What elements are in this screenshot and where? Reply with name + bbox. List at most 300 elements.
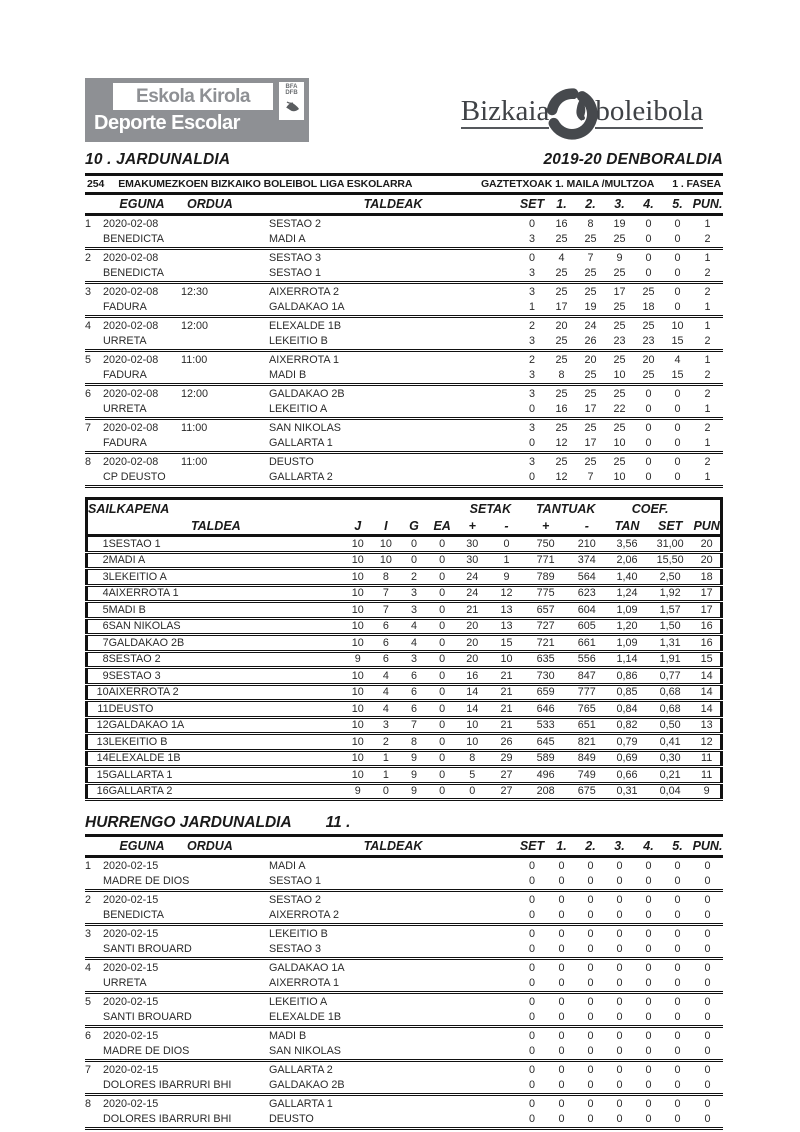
sets-for: 0	[469, 785, 476, 798]
team-name: AIXERROTA 1	[108, 587, 179, 600]
team-name: SAN NIKOLAS	[108, 620, 181, 633]
match-home-row	[85, 283, 723, 300]
match-away-row	[85, 436, 723, 453]
away-set-score: 0	[674, 943, 681, 956]
league-points: 16	[700, 636, 713, 649]
volleyball-swirl-icon	[543, 85, 601, 143]
match-row-group	[85, 385, 723, 419]
standings-row	[87, 536, 722, 553]
home-points: 1	[704, 217, 711, 230]
away-points: 2	[704, 233, 711, 246]
away-set-score: 0	[616, 909, 623, 922]
col-pun: PUN.	[692, 197, 723, 211]
match-home-row	[85, 385, 723, 402]
away-set-score: 0	[674, 1045, 681, 1058]
league-points: 9	[703, 785, 710, 798]
points-for: 775	[536, 587, 555, 600]
home-set-score: 0	[645, 1029, 652, 1042]
empty-header-cell	[85, 195, 103, 215]
col-set: SET	[519, 839, 545, 853]
away-set-score: 19	[584, 301, 597, 314]
away-set-score: 25	[613, 267, 626, 280]
matches-won: 4	[382, 686, 389, 699]
match-time: 12:00	[181, 319, 209, 332]
home-set-score: 0	[645, 961, 652, 974]
away-set-score: 0	[558, 1113, 565, 1126]
matches-lost: 3	[410, 587, 417, 600]
match-away-row	[85, 874, 723, 891]
sets-against: 26	[500, 735, 513, 748]
points-against: 556	[577, 653, 596, 666]
bfa-text: BFA	[285, 84, 298, 90]
away-set-score: 0	[587, 1079, 594, 1092]
sets-against: 9	[503, 570, 510, 583]
home-sets-won: 0	[528, 961, 535, 974]
away-sets-won: 0	[528, 1079, 535, 1092]
home-team-name: LEKEITIO B	[269, 927, 328, 940]
away-set-score: 0	[674, 875, 681, 888]
sets-for: 20	[466, 636, 479, 649]
team-rank: 9	[102, 669, 109, 682]
away-sets-won: 3	[528, 369, 535, 382]
col-ea: EA	[433, 518, 451, 533]
match-venue: DOLORES IBARRURI BHI	[103, 1079, 232, 1092]
away-set-score: 0	[674, 977, 681, 990]
away-team-name: LEKEITIO A	[269, 403, 328, 416]
away-set-score: 26	[584, 335, 597, 348]
league-phase: 1 . FASEA	[672, 178, 721, 190]
match-row-group	[85, 1095, 723, 1129]
team-name: ELEXALDE 1B	[108, 752, 181, 765]
match-time	[181, 959, 269, 976]
sets-against: 21	[500, 719, 513, 732]
sets-for: 8	[469, 752, 476, 765]
away-set-score: 0	[674, 1079, 681, 1092]
matches-won: 1	[382, 752, 389, 765]
match-row-group	[85, 925, 723, 959]
away-set-score: 0	[587, 977, 594, 990]
match-date: 2020-02-15	[103, 927, 159, 940]
match-row-group	[85, 351, 723, 385]
league-points: 18	[700, 570, 713, 583]
away-team-name: SESTAO 1	[269, 267, 322, 280]
away-set-score: 0	[645, 1045, 652, 1058]
away-set-score: 15	[671, 335, 684, 348]
team-rank: 3	[102, 570, 109, 583]
home-set-score: 0	[616, 1063, 623, 1076]
away-team-name: MADI A	[269, 233, 306, 246]
col-set: SET	[519, 197, 545, 211]
home-team-name: SAN NIKOLAS	[269, 421, 342, 434]
league-points: 17	[700, 603, 713, 616]
away-set-score: 0	[674, 233, 681, 246]
home-sets-won: 3	[528, 285, 535, 298]
home-team-name: MADI B	[269, 1029, 307, 1042]
coef-tan: 1,14	[616, 653, 638, 666]
match-row-group	[85, 249, 723, 283]
away-team-name: AIXERROTA 2	[269, 909, 340, 922]
coef-set: 0,04	[659, 785, 681, 798]
group-coef: COEF.	[631, 501, 669, 516]
matches-won: 1	[382, 768, 389, 781]
match-home-row	[85, 891, 723, 908]
away-points: 0	[704, 1113, 711, 1126]
match-date: 2020-02-08	[103, 217, 159, 230]
league-points: 20	[700, 554, 713, 567]
points-for: 789	[536, 570, 555, 583]
match-home-row	[85, 1027, 723, 1044]
points-for: 771	[536, 554, 555, 567]
standings-row	[87, 734, 722, 751]
match-date: 2020-02-08	[103, 421, 159, 434]
matches-played: 10	[351, 735, 364, 748]
empty-cell	[85, 402, 103, 419]
match-row-group	[85, 857, 723, 891]
match-venue: SANTI BROUARD	[103, 1011, 192, 1024]
away-set-score: 0	[558, 909, 565, 922]
match-venue: BENEDICTA	[103, 233, 164, 246]
home-set-score: 0	[645, 893, 652, 906]
matches-lost: 7	[410, 719, 417, 732]
match-away-row	[85, 470, 723, 487]
home-set-score: 0	[587, 961, 594, 974]
match-time: 12:00	[181, 387, 209, 400]
matches-lost: 4	[410, 636, 417, 649]
away-set-score: 0	[587, 1045, 594, 1058]
home-set-score: 0	[558, 961, 565, 974]
match-time	[181, 857, 269, 874]
matches-drawn: 0	[439, 752, 446, 765]
match-time	[181, 1095, 269, 1112]
empty-cell	[85, 436, 103, 453]
standings-row	[87, 651, 722, 668]
team-rank: 2	[102, 554, 109, 567]
col-j: J	[354, 518, 362, 533]
matches-played: 10	[351, 603, 364, 616]
match-row-group	[85, 1061, 723, 1095]
match-number: 8	[85, 455, 92, 468]
coef-tan: 0,66	[616, 768, 638, 781]
team-rank: 11	[97, 702, 109, 715]
away-set-score: 22	[613, 403, 626, 416]
league-points: 16	[700, 620, 713, 633]
points-for: 589	[536, 752, 555, 765]
home-set-score: 0	[645, 251, 652, 264]
league-name: EMAKUMEZKOEN BIZKAIKO BOLEIBOL LIGA ESKOLARRA	[118, 178, 413, 190]
points-against: 777	[577, 686, 596, 699]
points-for: 750	[536, 537, 555, 550]
home-set-score: 17	[613, 285, 626, 298]
empty-header-cell	[693, 499, 721, 518]
coef-set: 31,00	[656, 537, 684, 550]
sets-against: 13	[500, 620, 513, 633]
bizkaia-boleibola-logo	[441, 80, 723, 144]
team-name: DEUSTO	[108, 702, 154, 715]
match-number: 2	[85, 251, 92, 264]
home-set-score: 0	[645, 387, 652, 400]
away-team-name: GALDAKAO 2B	[269, 1079, 345, 1092]
away-set-score: 0	[645, 977, 652, 990]
match-number: 1	[85, 217, 92, 230]
home-set-score: 0	[674, 995, 681, 1008]
next-matchday-title	[85, 814, 723, 832]
away-team-name: SESTAO 3	[269, 943, 322, 956]
home-set-score: 8	[587, 217, 594, 230]
matches-played: 10	[351, 702, 364, 715]
match-number: 5	[85, 995, 92, 1008]
match-home-row	[85, 317, 723, 334]
points-for: 730	[536, 669, 555, 682]
home-team-name: GALDAKAO 2B	[269, 387, 345, 400]
away-points: 2	[704, 369, 711, 382]
matches-lost: 9	[410, 785, 417, 798]
home-team-name: DEUSTO	[269, 455, 314, 468]
match-date: 2020-02-15	[103, 1063, 159, 1076]
home-set-score: 20	[584, 353, 597, 366]
col-set4: 4.	[643, 839, 654, 853]
matches-won: 4	[382, 669, 389, 682]
coef-tan: 1,40	[616, 570, 638, 583]
match-venue: FADURA	[103, 369, 147, 382]
matches-drawn: 0	[439, 669, 446, 682]
next-matchday-label: HURRENGO JARDUNALDIA	[85, 814, 292, 831]
home-set-score: 25	[642, 319, 655, 332]
coef-set: 15,50	[656, 554, 684, 567]
match-away-row	[85, 908, 723, 925]
away-set-score: 23	[613, 335, 626, 348]
matches-drawn: 0	[439, 686, 446, 699]
away-set-score: 25	[555, 335, 568, 348]
coef-tan: 1,09	[616, 636, 638, 649]
match-number: 7	[85, 421, 92, 434]
home-set-score: 0	[645, 995, 652, 1008]
col-set2: 2.	[585, 197, 596, 211]
away-points: 1	[704, 403, 711, 416]
home-set-score: 0	[616, 961, 623, 974]
match-row-group	[85, 419, 723, 453]
sets-for: 20	[466, 620, 479, 633]
eskola-kirola-text: Eskola Kirola	[136, 85, 250, 107]
points-against: 847	[577, 669, 596, 682]
col-taldea: TALDEA	[190, 518, 241, 533]
matchday-title: 10 . JARDUNALDIA	[85, 151, 231, 168]
col-set-coef: SET	[658, 518, 683, 533]
home-set-score: 0	[587, 1029, 594, 1042]
away-set-score: 0	[645, 875, 652, 888]
next-matches-table	[85, 834, 723, 1130]
standings-row	[87, 684, 722, 701]
home-set-score: 0	[645, 1063, 652, 1076]
coef-set: 1,31	[659, 636, 681, 649]
coef-tan: 0,79	[616, 735, 638, 748]
home-set-score: 0	[645, 1097, 652, 1110]
home-set-score: 25	[555, 421, 568, 434]
home-set-score: 0	[616, 1097, 623, 1110]
matches-lost: 3	[410, 603, 417, 616]
match-date: 2020-02-08	[103, 387, 159, 400]
away-sets-won: 1	[528, 301, 535, 314]
sets-for: 30	[466, 554, 479, 567]
sets-for: 5	[469, 768, 476, 781]
empty-cell	[85, 1112, 103, 1129]
match-venue: URRETA	[103, 977, 147, 990]
away-set-score: 0	[616, 1045, 623, 1058]
coef-tan: 0,86	[616, 669, 638, 682]
away-set-score: 0	[558, 977, 565, 990]
away-points: 0	[704, 875, 711, 888]
empty-cell	[85, 266, 103, 283]
home-points: 0	[704, 1029, 711, 1042]
league-points: 14	[700, 669, 713, 682]
match-row-group	[85, 1027, 723, 1061]
team-name: SESTAO 1	[108, 537, 161, 550]
home-team-name: SESTAO 2	[269, 217, 322, 230]
sets-for: 16	[466, 669, 479, 682]
away-points: 0	[704, 909, 711, 922]
match-date: 2020-02-15	[103, 995, 159, 1008]
empty-cell	[85, 1044, 103, 1061]
matches-drawn: 0	[439, 702, 446, 715]
header-logos	[85, 76, 723, 148]
empty-cell	[85, 334, 103, 351]
eskola-kirola-logo	[85, 78, 309, 142]
home-set-score: 0	[674, 893, 681, 906]
match-away-row	[85, 402, 723, 419]
away-set-score: 0	[645, 471, 652, 484]
away-set-score: 0	[674, 909, 681, 922]
matches-played: 10	[351, 686, 364, 699]
matches-drawn: 0	[439, 653, 446, 666]
match-home-row	[85, 925, 723, 942]
home-set-score: 0	[558, 1063, 565, 1076]
home-points: 0	[704, 995, 711, 1008]
coef-tan: 0,69	[616, 752, 638, 765]
standings-title: SAILKAPENA	[88, 501, 170, 516]
away-set-score: 0	[645, 1011, 652, 1024]
away-set-score: 0	[558, 1079, 565, 1092]
away-sets-won: 0	[528, 1113, 535, 1126]
away-sets-won: 0	[528, 1011, 535, 1024]
sets-against: 15	[500, 636, 513, 649]
matches-lost: 2	[410, 570, 417, 583]
away-set-score: 0	[558, 875, 565, 888]
matches-drawn: 0	[439, 636, 446, 649]
sets-against: 21	[500, 702, 513, 715]
empty-header-cell	[85, 836, 103, 857]
team-rank: 7	[102, 636, 109, 649]
away-set-score: 0	[645, 267, 652, 280]
sets-against: 21	[500, 686, 513, 699]
sets-against: 0	[503, 537, 510, 550]
away-set-score: 0	[616, 875, 623, 888]
matches-won: 8	[382, 570, 389, 583]
matches-lost: 0	[410, 554, 417, 567]
away-set-score: 0	[587, 1113, 594, 1126]
matches-drawn: 0	[439, 537, 446, 550]
boleibola-text: boleibola	[595, 94, 704, 127]
col-tan-plus: +	[541, 518, 550, 533]
away-set-score: 0	[558, 943, 565, 956]
league-points: 20	[700, 537, 713, 550]
match-time	[181, 993, 269, 1010]
home-sets-won: 2	[528, 319, 535, 332]
away-sets-won: 0	[528, 437, 535, 450]
match-away-row	[85, 1044, 723, 1061]
home-set-score: 25	[613, 353, 626, 366]
coef-set: 1,50	[659, 620, 681, 633]
standings-row	[87, 635, 722, 652]
standings-row	[87, 552, 722, 569]
away-set-score: 0	[616, 1011, 623, 1024]
col-tan-coef: TAN	[614, 518, 640, 533]
coef-set: 1,92	[659, 587, 681, 600]
matches-drawn: 0	[439, 735, 446, 748]
match-number: 5	[85, 353, 92, 366]
points-against: 623	[577, 587, 596, 600]
home-set-score: 0	[616, 893, 623, 906]
standings-row	[87, 569, 722, 586]
match-number: 8	[85, 1097, 92, 1110]
away-points: 0	[704, 943, 711, 956]
points-against: 210	[577, 537, 596, 550]
away-set-score: 16	[555, 403, 568, 416]
league-info-bar	[85, 173, 723, 195]
match-row-group	[85, 283, 723, 317]
team-name: MADI B	[108, 603, 146, 616]
away-points: 2	[704, 335, 711, 348]
match-away-row	[85, 976, 723, 993]
coef-set: 0,77	[659, 669, 681, 682]
matches-drawn: 0	[439, 603, 446, 616]
empty-cell	[85, 942, 103, 959]
sets-against: 13	[500, 603, 513, 616]
match-time: 11:00	[181, 353, 208, 366]
col-set3: 3.	[614, 197, 625, 211]
match-home-row	[85, 419, 723, 436]
empty-cell	[85, 908, 103, 925]
team-rank: 16	[96, 785, 109, 798]
results-table	[85, 195, 723, 488]
home-sets-won: 2	[528, 353, 535, 366]
match-number: 3	[85, 285, 92, 298]
dfb-text: DFB	[285, 90, 298, 96]
away-set-score: 18	[642, 301, 655, 314]
matches-won: 6	[382, 620, 389, 633]
sets-for: 24	[466, 587, 479, 600]
matches-won: 7	[382, 587, 389, 600]
eskola-kirola-label-box	[113, 83, 273, 110]
league-points: 11	[701, 752, 713, 765]
away-set-score: 0	[645, 1113, 652, 1126]
coef-tan: 0,84	[616, 702, 638, 715]
points-for: 727	[536, 620, 555, 633]
home-points: 1	[704, 353, 711, 366]
empty-cell	[85, 1078, 103, 1095]
away-set-score: 0	[674, 1113, 681, 1126]
sets-against: 29	[500, 752, 513, 765]
home-sets-won: 0	[528, 217, 535, 230]
points-against: 374	[577, 554, 596, 567]
coef-tan: 0,85	[616, 686, 638, 699]
matches-drawn: 0	[439, 719, 446, 732]
away-set-score: 0	[645, 943, 652, 956]
home-set-score: 0	[674, 859, 681, 872]
matches-lost: 8	[410, 735, 417, 748]
col-set3: 3.	[614, 839, 625, 853]
home-set-score: 0	[616, 859, 623, 872]
away-set-score: 12	[555, 437, 568, 450]
match-date: 2020-02-15	[103, 1029, 159, 1042]
